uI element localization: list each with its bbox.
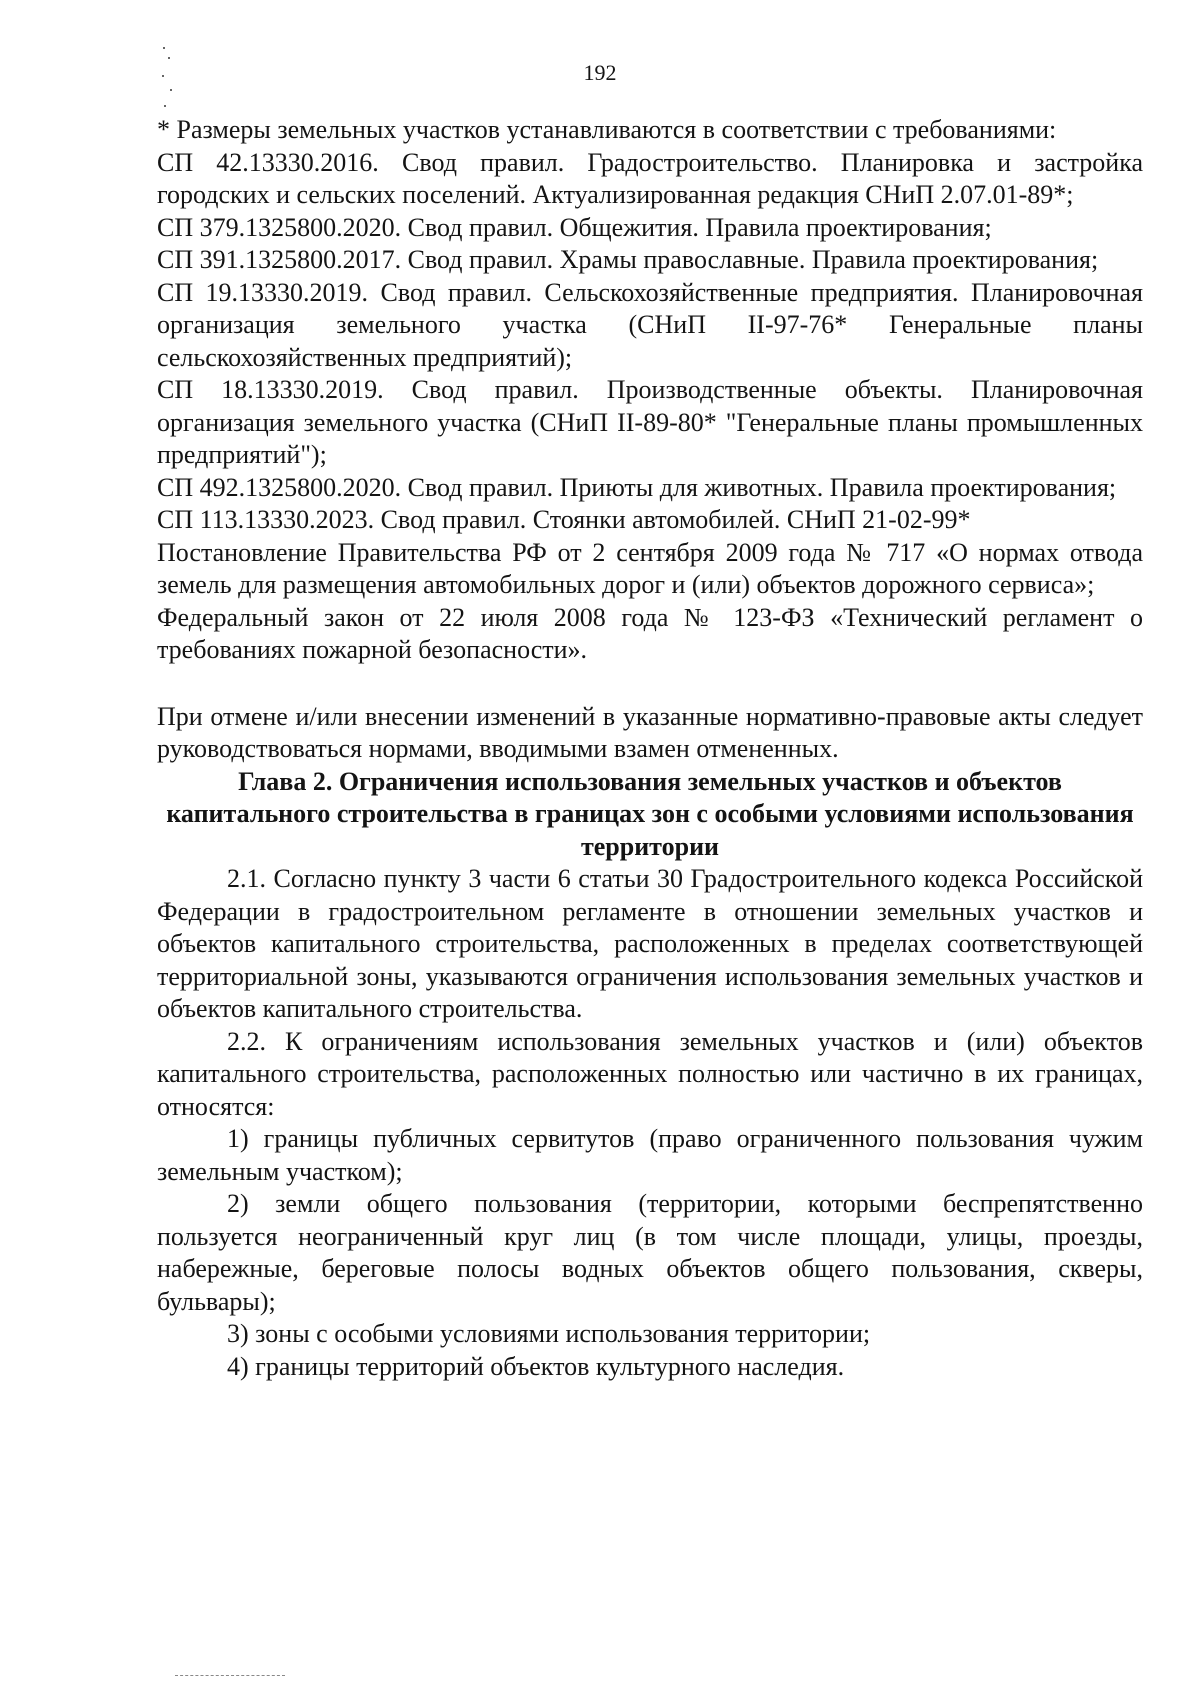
chapter-title: Глава 2. Ограничения использования земельных участков и объектов капитального строительства в границах зон с особыми условиями использования территории xyxy=(166,766,1134,861)
reference-item: СП 379.1325800.2020. Свод правил. Общежития. Правила проектирования; xyxy=(157,212,992,242)
reference-item: Постановление Правительства РФ от 2 сентября 2009 года № 717 «О нормах отвода земель для размещения автомобильных дорог и (или) объектов дорожного сервиса»; xyxy=(157,537,1143,599)
reference-item: СП 391.1325800.2017. Свод правил. Храмы православные. Правила проектирования; xyxy=(157,245,1099,274)
reference-item: СП 18.13330.2019. Свод правил. Производственные объекты. Планировочная организация земельного участка (СНиП II-89-80* "Генеральные планы промышленных предприятий"); xyxy=(157,375,1143,469)
list-item: 4) границы территорий объектов культурного наследия. xyxy=(227,1351,845,1381)
reference-item: СП 113.13330.2023. Свод правил. Стоянки автомобилей. СНиП 21-02-99* xyxy=(157,505,971,534)
reference-item: Федеральный закон от 22 июля 2008 года № 123-ФЗ «Технический регламент о требованиях пожарной безопасности». xyxy=(157,602,1143,664)
page-number: 192 xyxy=(583,60,617,85)
list-item: 3) зоны с особыми условиями использования территории; xyxy=(227,1319,871,1348)
scan-footer-marks xyxy=(175,1675,285,1688)
chapter-paragraph: 2.2. К ограничениям использования земельных участков и (или) объектов капитального строительства, расположенных полностью или частично в их границах, относятся: xyxy=(157,1026,1143,1121)
amendment-note: При отмене и/или внесении изменений в указанные нормативно-правовые акты следует руководствоваться нормами, вводимыми взамен отмененных. xyxy=(157,701,1143,763)
reference-item: СП 19.13330.2019. Свод правил. Сельскохозяйственные предприятия. Планировочная организация земельного участка (СНиП II-97-76* Генеральные планы сельскохозяйственных предприятий); xyxy=(157,277,1143,372)
reference-intro: * Размеры земельных участков устанавливаются в соответствии с требованиями: xyxy=(157,115,1057,144)
reference-item: СП 42.13330.2016. Свод правил. Градостроительство. Планировка и застройка городских и сельских поселений. Актуализированная редакция СНиП 2.07.01-89*; xyxy=(157,147,1143,209)
chapter-paragraph: 2.1. Согласно пункту 3 части 6 статьи 30 Градостроительного кодекса Российской Федерации в градостроительном регламенте в отношении земельных участков и объектов капитального строительства, расположенных в пределах соответствующей территориальной зоны, указываются ограничения использования земельных участков и объектов капитального строительства. xyxy=(157,864,1143,1023)
list-item: 2) земли общего пользования (территории, которыми беспрепятственно пользуется неограниченный круг лиц (в том числе площади, улицы, проезды, набережные, береговые полосы водных объектов общего пользования, скверы, бульвары); xyxy=(157,1189,1143,1316)
reference-item: СП 492.1325800.2020. Свод правил. Приюты для животных. Правила проектирования; xyxy=(157,472,1117,502)
spacer xyxy=(157,667,1143,701)
list-item: 1) границы публичных сервитутов (право ограниченного пользования чужим земельным участком); xyxy=(157,1124,1143,1186)
document-body xyxy=(157,114,1143,1383)
